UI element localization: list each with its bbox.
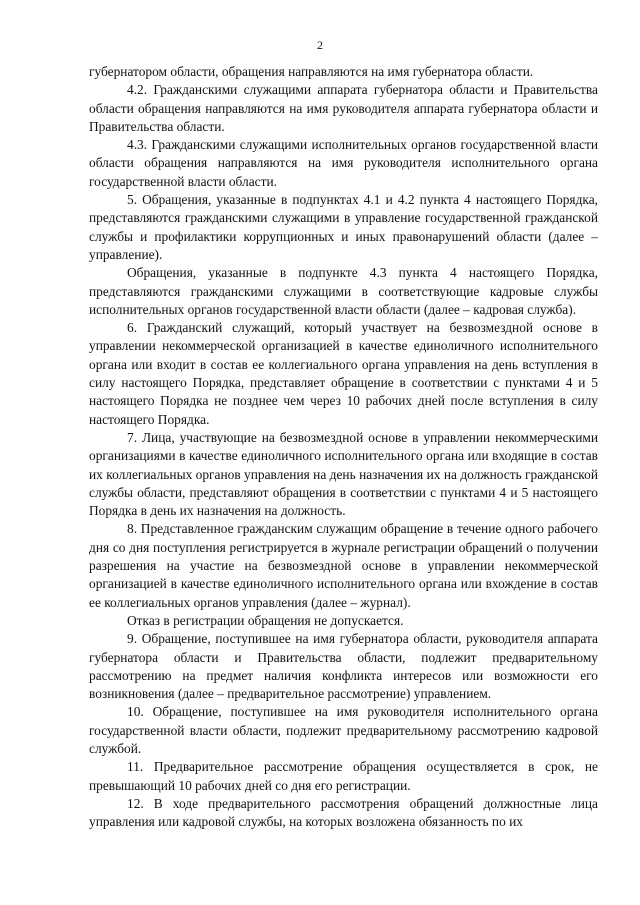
paragraph-5-continuation: Обращения, указанные в подпункте 4.3 пункта 4 настоящего Порядка, представляются гражданскими служащими в соответствующие кадровые службы исполнительных органов государственной власти области (далее – кадровая служба). bbox=[89, 265, 598, 317]
paragraph-8: 8. Представленное гражданским служащим обращение в течение одного рабочего дня со дня поступления регистрируется в журнале регистрации обращений о получении разрешения на участие на безвозмездной основе в управлении некоммерческой организацией в качестве единоличного исполнительного органа или вхождение в состав ее коллегиальных органов управления (далее – журнал). bbox=[89, 521, 598, 610]
paragraph-4-2: 4.2. Гражданскими служащими аппарата губернатора области и Правительства области обращения направляются на имя руководителя аппарата губернатора области и Правительства области. bbox=[89, 82, 598, 134]
paragraph-7: 7. Лица, участвующие на безвозмездной основе в управлении некоммерческими организациями в качестве единоличного исполнительного органа или входящие в состав их коллегиальных органов управления на день назначения их на должность гражданской службы области, представляют обращения в соответствии с пунктами 4 и 5 настоящего Порядка в день их назначения на должность. bbox=[89, 429, 598, 519]
page-number: 2 bbox=[317, 38, 323, 52]
paragraph-10: 10. Обращение, поступившее на имя руководителя исполнительного органа государственной власти области, подлежит предварительному рассмотрению кадровой службой. bbox=[89, 704, 598, 756]
paragraph-11: 11. Предварительное рассмотрение обращения осуществляется в срок, не превышающий 10 рабочих дней со дня его регистрации. bbox=[89, 759, 598, 793]
paragraph-12: 12. В ходе предварительного рассмотрения обращений должностные лица управления или кадровой службы, на которых возложена обязанность по их bbox=[89, 795, 598, 830]
paragraph-5: 5. Обращения, указанные в подпунктах 4.1 и 4.2 пункта 4 настоящего Порядка, представляются гражданскими служащими в управление государственной гражданской службы и профилактики коррупционных и иных правонарушений области (далее – управление). bbox=[89, 192, 598, 262]
paragraph-8-refusal: Отказ в регистрации обращения не допускается. bbox=[127, 612, 404, 628]
document-body bbox=[89, 63, 598, 831]
paragraph-6: 6. Гражданский служащий, который участвует на безвозмездной основе в управлении некоммерческой организацией в качестве единоличного исполнительного органа или входит в состав ее коллегиального органа управления на день вступления в силу настоящего Порядка, представляет обращение в соответствии с пунктами 4 и 5 настоящего Порядка не позднее чем через 10 рабочих дней после вступления в силу настоящего Порядка. bbox=[89, 320, 598, 427]
paragraph-continuation: губернатором области, обращения направляются на имя губернатора области. bbox=[89, 64, 534, 79]
paragraph-9: 9. Обращение, поступившее на имя губернатора области, руководителя аппарата губернатора области и Правительства области, подлежит предварительному рассмотрению на предмет наличия конфликта интересов или возможности его возникновения (далее – предварительное рассмотрение) управлением. bbox=[89, 631, 598, 702]
paragraph-4-3: 4.3. Гражданскими служащими исполнительных органов государственной власти области обращения направляются на имя руководителя исполнительного органа государственной власти области. bbox=[89, 137, 598, 189]
